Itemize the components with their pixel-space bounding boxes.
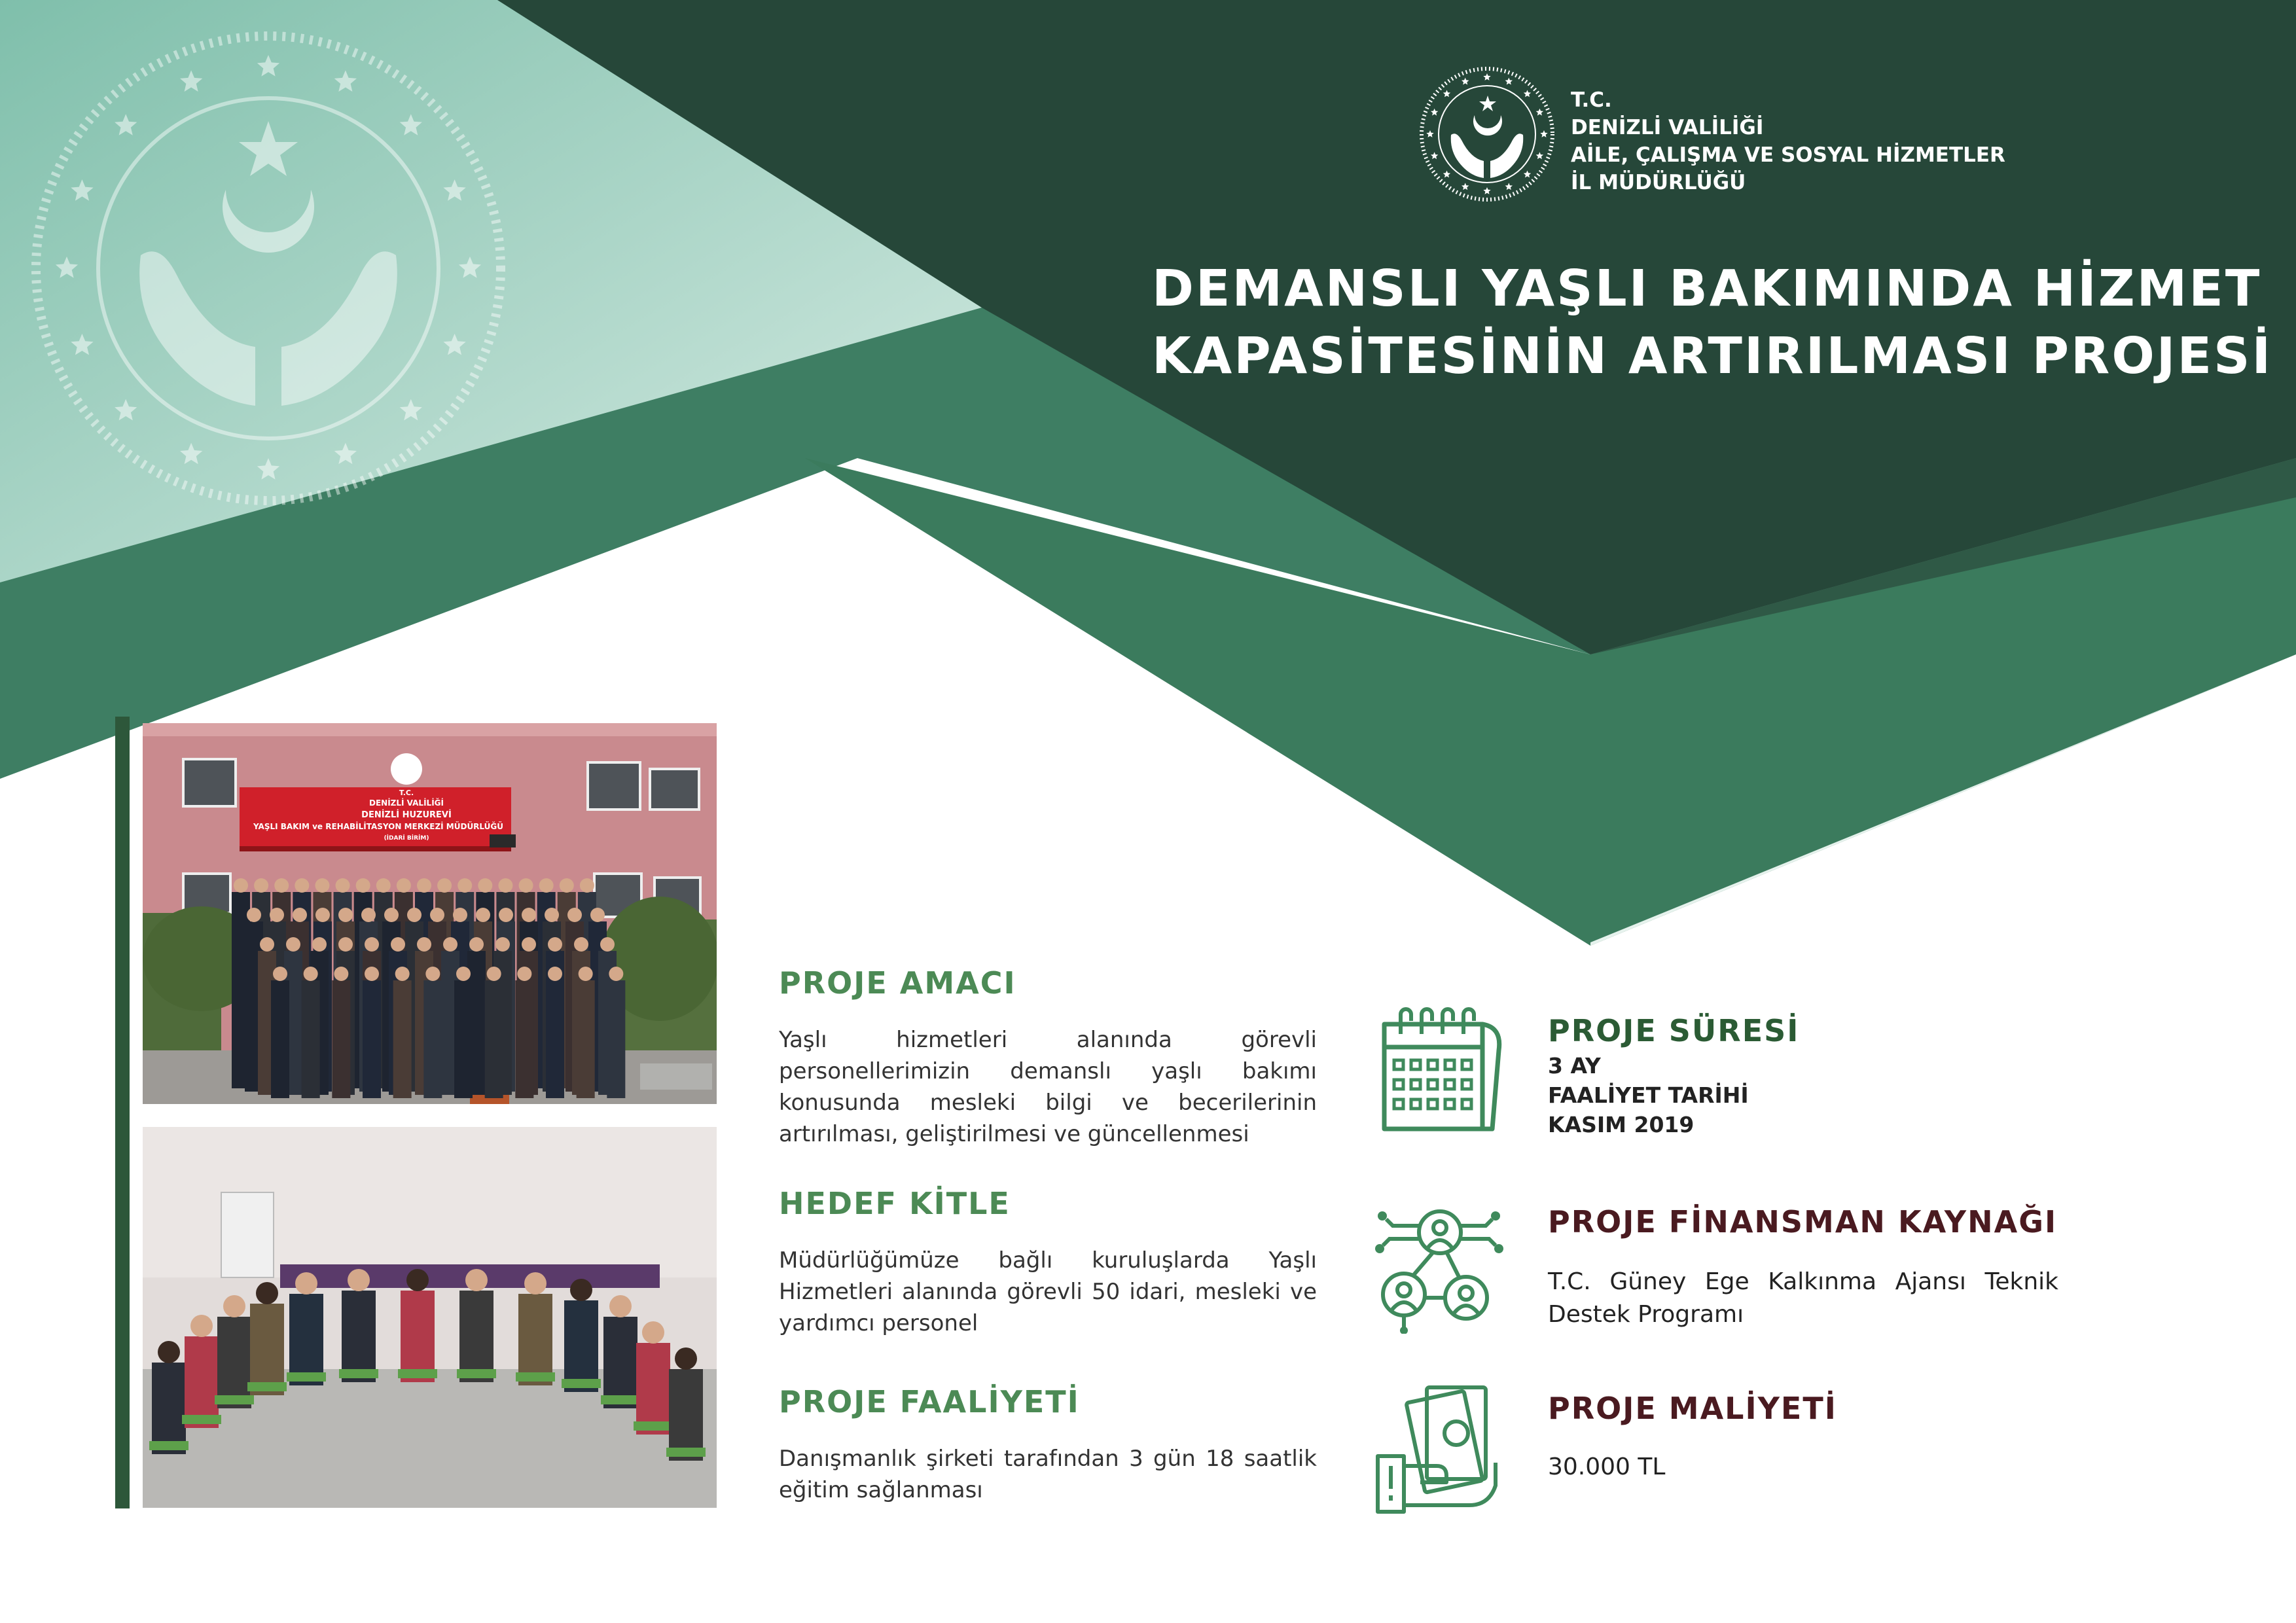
duration-heading: PROJE SÜRESİ [1548, 1013, 1800, 1048]
sign-line-4: YAŞLI BAKIM ve REHABİLİTASYON MERKEZİ MÜDÜRLÜĞÜ [253, 822, 503, 831]
sign-line-2: DENİZLİ VALİLİĞİ [369, 798, 444, 808]
section-activity [779, 1384, 1317, 1506]
info-funding [1548, 1204, 2058, 1331]
section-purpose [779, 965, 1317, 1150]
funding-text: T.C. Güney Ege Kalkınma Ajansı Teknik Destek Programı [1548, 1268, 2058, 1328]
duration-value: 3 AY [1548, 1053, 1601, 1079]
target-heading: HEDEF KİTLE [779, 1186, 1011, 1221]
sign-line-3: DENİZLİ HUZUREVİ [361, 810, 452, 820]
calendar-icon [1374, 1005, 1505, 1135]
section-target-audience [779, 1186, 1317, 1339]
purpose-text: Yaşlı hizmetleri alanında görevli personellerimizin demanslı yaşlı bakımı konusunda mesleki bilgi ve becerilerinin artırılması, geliştirilmesi ve güncellenmesi [779, 1027, 1317, 1147]
activity-text: Danışmanlık şirketi tarafından 3 gün 18 saatlik eğitim sağlanması [779, 1446, 1317, 1503]
cost-value: 30.000 TL [1548, 1454, 1666, 1480]
photo-group-building [143, 723, 717, 1104]
ministry-logo-icon [1417, 64, 1558, 205]
target-text: Müdürlüğümüze bağlı kuruluşlarda Yaşlı Hizmetleri alanında görevli 50 idari, mesleki ve yardımcı personel [779, 1247, 1317, 1336]
title-line-2: KAPASİTESİNİN ARTIRILMASI PROJESİ [1152, 327, 2273, 385]
org-line-4: İL MÜDÜRLÜĞÜ [1571, 171, 1746, 194]
accent-bar [115, 717, 130, 1508]
purpose-heading: PROJE AMACI [779, 965, 1016, 1001]
activity-date-value: KASIM 2019 [1548, 1112, 1695, 1137]
photo-seminar-room [143, 1127, 717, 1508]
network-people-icon [1374, 1203, 1505, 1334]
organization-name [1571, 86, 2005, 196]
org-line-3: AİLE, ÇALIŞMA VE SOSYAL HİZMETLER [1571, 143, 2005, 167]
sign-line-5: (İDARİ BİRİM) [384, 835, 429, 842]
money-hand-icon [1374, 1384, 1505, 1515]
project-title [1152, 255, 2273, 390]
watermark-emblem [13, 13, 524, 524]
activity-heading: PROJE FAALİYETİ [779, 1384, 1080, 1419]
activity-date-label: FAALİYET TARİHİ [1548, 1082, 1749, 1108]
info-cost [1548, 1391, 2058, 1482]
sign-line-1: T.C. [399, 789, 414, 797]
org-line-1: T.C. [1571, 88, 1612, 112]
funding-heading: PROJE FİNANSMAN KAYNAĞI [1548, 1204, 2058, 1240]
org-line-2: DENİZLİ VALİLİĞİ [1571, 116, 1764, 139]
title-line-1: DEMANSLI YAŞLI BAKIMINDA HİZMET [1152, 260, 2262, 318]
info-duration [1548, 1013, 2058, 1139]
cost-heading: PROJE MALİYETİ [1548, 1391, 1837, 1426]
